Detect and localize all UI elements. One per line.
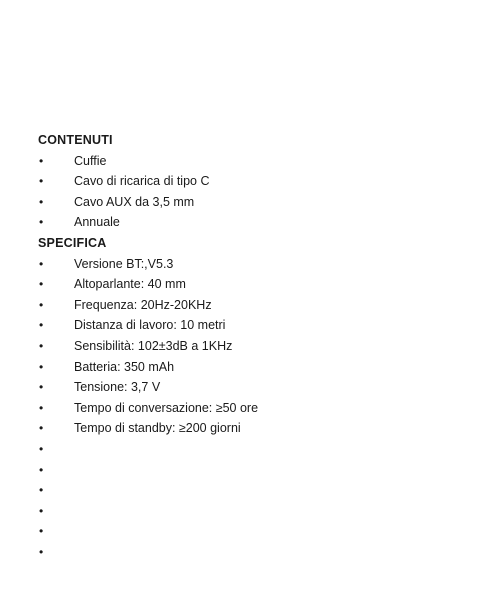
list-item bbox=[38, 315, 468, 336]
specs-list bbox=[38, 254, 468, 563]
bullet-icon: • bbox=[39, 503, 44, 518]
list-item-text: Versione BT:,V5.3 bbox=[74, 256, 174, 271]
list-item-text: Frequenza: 20Hz-20KHz bbox=[74, 297, 212, 312]
list-item-text: Altoparlante: 40 mm bbox=[74, 277, 186, 292]
list-item-text: Tempo di conversazione: ≥50 ore bbox=[74, 400, 259, 415]
list-item-text: Cuffie bbox=[74, 153, 107, 168]
list-item bbox=[38, 212, 468, 233]
bullet-icon: • bbox=[39, 380, 44, 395]
bullet-icon: • bbox=[39, 338, 44, 353]
bullet-icon: • bbox=[39, 462, 44, 477]
list-item-empty bbox=[38, 460, 468, 481]
bullet-icon: • bbox=[39, 297, 44, 312]
list-item-text: Batteria: 350 mAh bbox=[74, 359, 175, 374]
section-title-contenuti: CONTENUTI bbox=[38, 133, 113, 147]
list-item-empty bbox=[38, 480, 468, 501]
list-item bbox=[38, 171, 468, 192]
list-item-text: Distanza di lavoro: 10 metri bbox=[74, 318, 226, 333]
list-item-empty bbox=[38, 521, 468, 542]
list-item-empty bbox=[38, 501, 468, 522]
list-item bbox=[38, 418, 468, 439]
list-item bbox=[38, 398, 468, 419]
section-title-specifica: SPECIFICA bbox=[38, 235, 107, 250]
bullet-icon: • bbox=[39, 153, 44, 168]
list-item bbox=[38, 254, 468, 275]
contents-list bbox=[38, 151, 468, 233]
list-item-empty bbox=[38, 542, 468, 563]
bullet-icon: • bbox=[39, 256, 44, 271]
bullet-icon: • bbox=[39, 421, 44, 436]
list-item-text: Sensibilità: 102±3dB a 1KHz bbox=[74, 338, 233, 353]
list-item-text: Tempo di standby: ≥200 giorni bbox=[74, 421, 241, 436]
list-item-text: Annuale bbox=[74, 215, 120, 230]
document-body bbox=[38, 130, 468, 562]
list-item bbox=[38, 151, 468, 172]
list-item bbox=[38, 357, 468, 378]
bullet-icon: • bbox=[39, 400, 44, 415]
bullet-icon: • bbox=[39, 524, 44, 539]
bullet-icon: • bbox=[39, 194, 44, 209]
list-item-text: Cavo di ricarica di tipo C bbox=[74, 174, 210, 189]
bullet-icon: • bbox=[39, 318, 44, 333]
bullet-icon: • bbox=[39, 215, 44, 230]
list-item-empty bbox=[38, 439, 468, 460]
list-item bbox=[38, 377, 468, 398]
list-item bbox=[38, 336, 468, 357]
bullet-icon: • bbox=[39, 174, 44, 189]
list-item bbox=[38, 274, 468, 295]
list-item bbox=[38, 192, 468, 213]
list-item-text: Tensione: 3,7 V bbox=[74, 380, 161, 395]
bullet-icon: • bbox=[39, 441, 44, 456]
list-item bbox=[38, 295, 468, 316]
bullet-icon: • bbox=[39, 277, 44, 292]
bullet-icon: • bbox=[39, 359, 44, 374]
bullet-icon: • bbox=[39, 544, 44, 559]
bullet-icon: • bbox=[39, 483, 44, 498]
list-item-text: Cavo AUX da 3,5 mm bbox=[74, 194, 195, 209]
